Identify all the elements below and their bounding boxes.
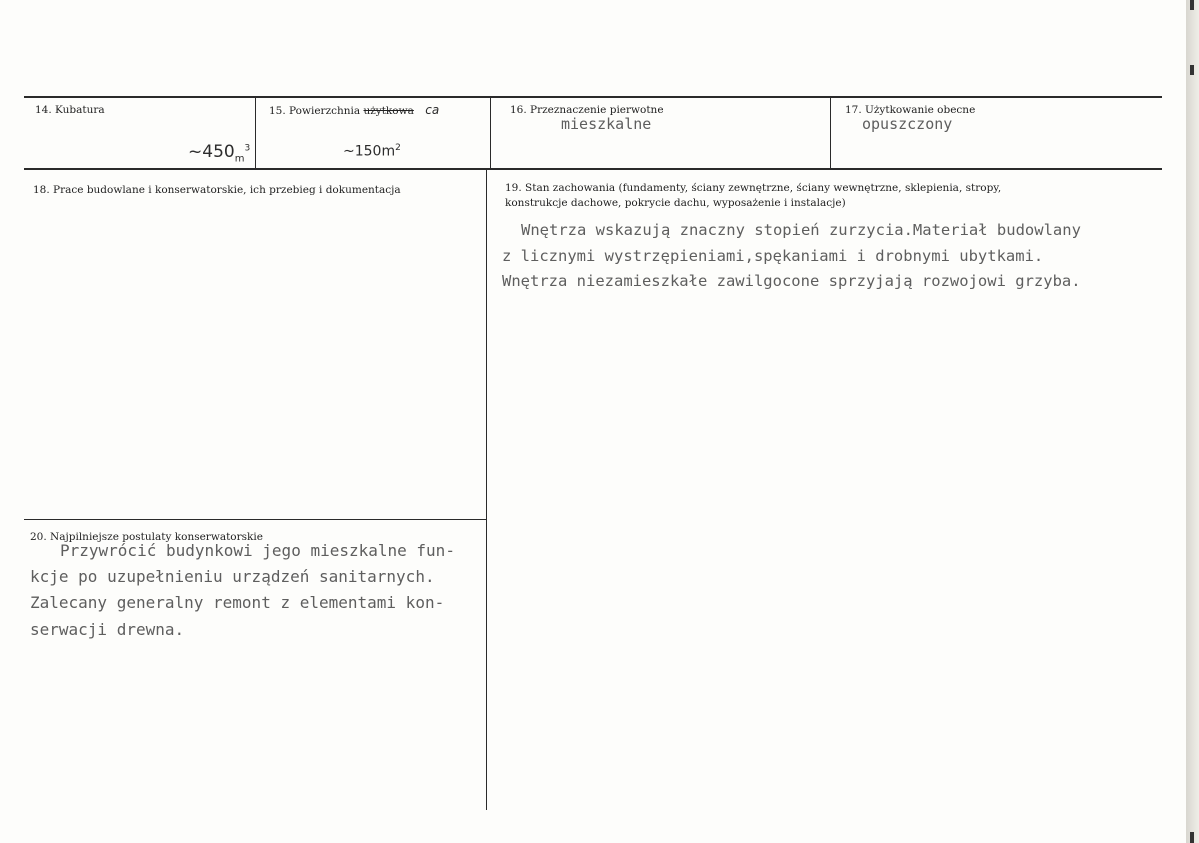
field-15-value [343, 143, 401, 160]
divider-18-19 [486, 169, 487, 810]
field-15-unit: m [381, 143, 396, 160]
field-14-value [188, 142, 250, 164]
edge-mark-bottom [1190, 832, 1194, 843]
field-15-hand-note: ca [425, 103, 440, 117]
field-19-label-line2: konstrukcje dachowe, pokrycie dachu, wyposażenie i instalacje) [505, 197, 846, 209]
field-19-text-line-2: z licznymi wystrzępieniami,spękaniami i drobnymi ubytkami. [502, 247, 1044, 265]
divider-14-15 [255, 96, 256, 168]
field-17-label: 17. Użytkowanie obecne [845, 104, 976, 116]
field-19-label-line1: 19. Stan zachowania (fundamenty, ściany zewnętrzne, ściany wewnętrzne, sklepienia, stropy, [505, 182, 1002, 194]
edge-mark-mid [1190, 65, 1194, 75]
field-14-unit: m [234, 153, 245, 165]
field-19-text-line-1: Wnętrza wskazują znaczny stopień zurzycia.Materiał budowlany [521, 221, 1081, 239]
field-15-label-struck: użytkowa [363, 105, 414, 117]
field-15-approx: ~ [343, 143, 355, 160]
field-15-number: 150 [354, 143, 382, 160]
field-16-value: mieszkalne [561, 115, 652, 133]
divider-15-16 [490, 96, 491, 168]
paper-edge [1186, 0, 1199, 843]
section-20-rule [24, 519, 487, 520]
field-20-text-line-2: kcje po uzupełnieniu urządzeń sanitarnych. [30, 567, 435, 586]
field-18-label: 18. Prace budowlane i konserwatorskie, ich przebieg i dokumentacja [33, 184, 401, 196]
field-16-label: 16. Przeznaczenie pierwotne [510, 104, 664, 116]
field-20-text-line-4: serwacji drewna. [30, 620, 185, 639]
field-14-unit-exp: 3 [244, 143, 251, 154]
field-19-text-line-3: Wnętrza niezamieszkałe zawilgocone sprzyjają rozwojowi grzyba. [502, 272, 1081, 290]
field-15-label [269, 103, 439, 119]
header-row-rule [24, 168, 1162, 170]
edge-mark-top [1190, 0, 1194, 10]
field-20-text-line-3: Zalecany generalny remont z elementami kon- [30, 593, 445, 612]
field-20-text-line-1: Przywrócić budynkowi jego mieszkalne fun- [60, 541, 455, 560]
field-20-label: 20. Najpilniejsze postulaty konserwatorskie [30, 531, 263, 543]
field-14-approx: ~ [188, 142, 203, 162]
top-rule [24, 96, 1162, 98]
field-14-label: 14. Kubatura [35, 104, 105, 116]
field-15-unit-exp: 2 [395, 143, 401, 153]
divider-16-17 [830, 96, 831, 168]
field-14-number: 450 [202, 142, 235, 162]
field-17-value: opuszczony [862, 115, 953, 133]
field-15-label-text: 15. Powierzchnia [269, 105, 361, 117]
